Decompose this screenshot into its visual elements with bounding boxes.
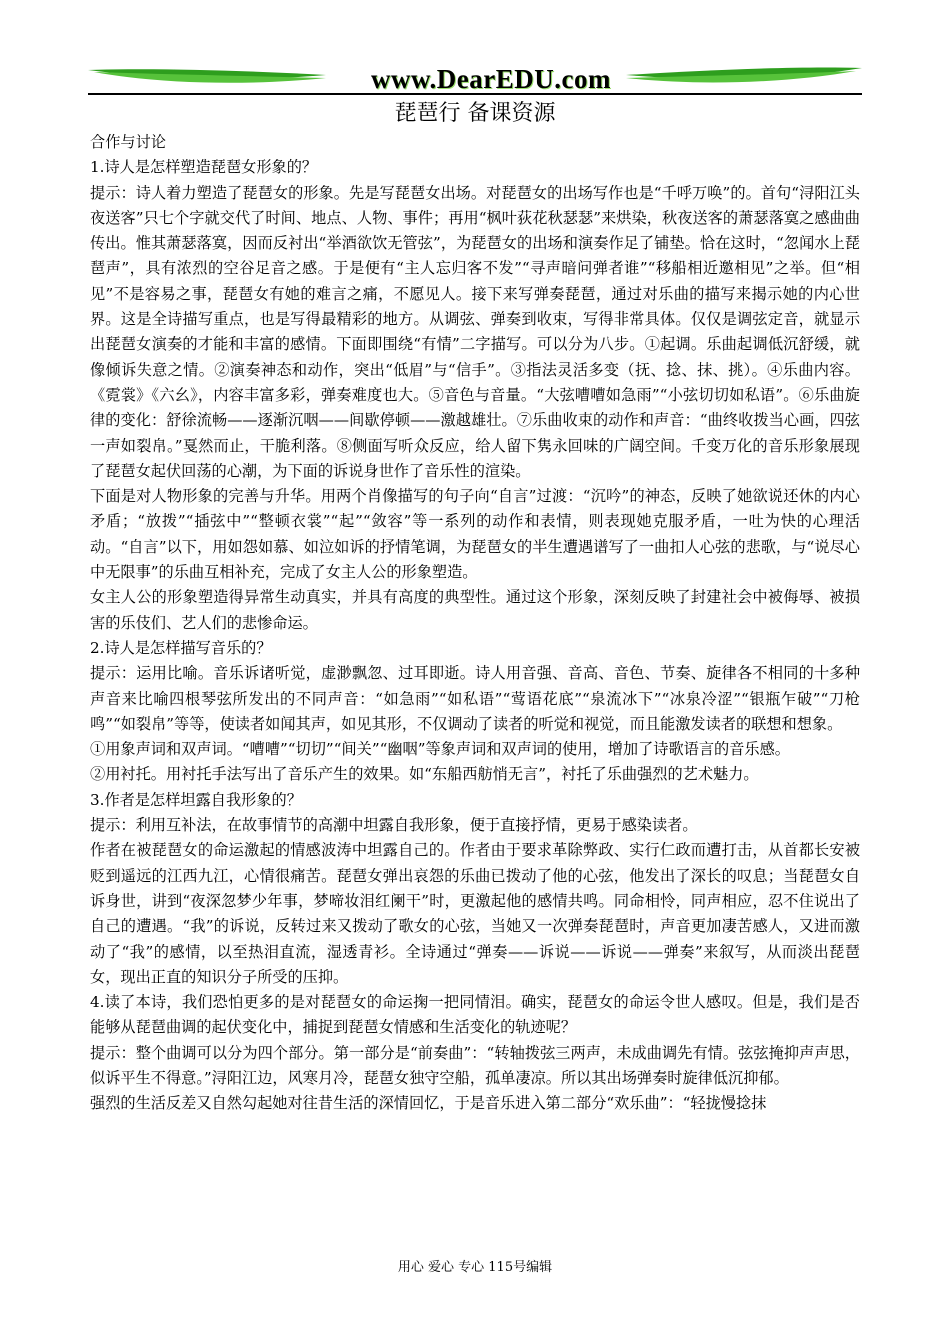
page-footer: 用心 爱心 专心 115号编辑 [397, 1260, 553, 1275]
document-body [90, 130, 860, 1117]
paragraph: 提示：运用比喻。音乐诉诸听觉，虚渺飘忽、过耳即逝。诗人用音强、音高、音色、节奏、旋律各不相同的十多种声音来比喻四根琴弦所发出的不同声音：“如急雨”“如私语”“莺语花底”“泉流冰下”“冰泉冷涩”“银瓶乍破”“刀枪鸣”“如裂帛”等等，使读者如闻其声，如见其形，不仅调动了读者的听觉和视觉，而且能激发读者的联想和想象。 [90, 664, 860, 733]
paragraph: ①用象声词和双声词。“嘈嘈”“切切”“间关”“幽咽”等象声词和双声词的使用，增加了诗歌语言的音乐感。 [90, 740, 790, 759]
paragraph: 女主人公的形象塑造得异常生动真实，并具有高度的典型性。通过这个形象，深刻反映了封建社会中被侮辱、被损害的乐伎们、艺人们的悲惨命运。 [90, 588, 860, 632]
question-4: 4.读了本诗，我们恐怕更多的是对琵琶女的命运掬一把同情泪。确实，琵琶女的命运令世人感叹。但是，我们是否能够从琵琶曲调的起伏变化中，捕捉到琵琶女情感和生活变化的轨迹呢？ [90, 993, 860, 1037]
paragraph: ②用衬托。用衬托手法写出了音乐产生的效果。如“东船西舫悄无言”，衬托了乐曲强烈的艺术魅力。 [90, 765, 759, 784]
paragraph: 作者在被琵琶女的命运激起的情感波涛中坦露自己的。作者由于要求革除弊政、实行仁政而遭打击，从首都长安被贬到遥远的江西九江，心情很痛苦。琵琶女弹出哀怨的乐曲已拨动了他的心弦，他发出了深长的叹息；当琵琶女自诉身世，讲到“夜深忽梦少年事，梦啼妆泪红阑干”时，更激起他的感情共鸣。同命相怜，同声相应，忍不住说出了自己的遭遇。“我”的诉说，反转过来又拨动了歌女的心弦，当她又一次弹奏琵琶时，声音更加凄苦感人，又进而激动了“我”的感情，以至热泪直流，湿透青衫。全诗通过“弹奏——诉说——诉说——弹奏”来叙写，从而淡出琵琶女，现出正直的知识分子所受的压抑。 [90, 841, 860, 986]
paragraph: 提示：整个曲调可以分为四个部分。第一部分是“前奏曲”：“转轴拨弦三两声，未成曲调先有情。弦弦掩抑声声思，似诉平生不得意。”浔阳江边，风寒月冷，琵琶女独守空船，孤单凄凉。所以其出场弹奏时旋律低沉抑郁。 [90, 1043, 860, 1087]
paragraph: 提示：诗人着力塑造了琵琶女的形象。先是写琵琶女出场。对琵琶女的出场写作也是“千呼万唤”的。首句“浔阳江头夜送客”只七个字就交代了时间、地点、人物、事件；再用“枫叶荻花秋瑟瑟”来烘染，秋夜送客的萧瑟落寞之感曲曲传出。惟其萧瑟落寞，因而反衬出“举酒欲饮无管弦”，为琵琶女的出场和演奏作足了铺垫。恰在这时，“忽闻水上琵琶声”，具有浓烈的空谷足音之感。于是便有“主人忘归客不发”“寻声暗问弹者谁”“移船相近邀相见”之举。但“相见”不是容易之事，琵琶女有她的难言之痛，不愿见人。接下来写弹奏琵琶，通过对乐曲的描写来揭示她的内心世界。这是全诗描写重点，也是写得最精彩的地方。从调弦、弹奏到收束，写得非常具体。仅仅是调弦定音，就显示出琵琶女演奏的才能和丰富的感情。下面即围绕“有情”二字描写。可以分为八步。①起调。乐曲起调低沉舒缓，就像倾诉失意之情。②演奏神态和动作，突出“低眉”与“信手”。③指法灵活多变（抚、捻、抹、挑）。④乐曲内容。《霓裳》《六幺》，内容丰富多彩，弹奏难度也大。⑤音色与音量。“大弦嘈嘈如急雨”“小弦切切如私语”。⑥乐曲旋律的变化：舒徐流畅——逐渐沉咽——间歇停顿——激越雄壮。⑦乐曲收束的动作和声音：“曲终收拨当心画，四弦一声如裂帛。”戛然而止，干脆利落。⑧侧面写听众反应，给人留下隽永回味的广阔空间。千变万化的音乐形象展现了琵琶女起伏回荡的心潮，为下面的诉说身世作了音乐性的渲染。 [90, 183, 860, 480]
question-2: 2.诗人是怎样描写音乐的？ [90, 638, 272, 657]
question-1: 1.诗人是怎样塑造琵琶女形象的？ [90, 158, 318, 177]
paragraph: 强烈的生活反差又自然勾起她对往昔生活的深情回忆，于是音乐进入第二部分“欢乐曲”：“轻拢慢捻抹 [90, 1094, 767, 1113]
paragraph: 下面是对人物形象的完善与升华。用两个肖像描写的句子向“自言”过渡：“沉吟”的神态，反映了她欲说还休的内心矛盾；“放拨”“插弦中”“整顿衣裳”“起”“敛容”等一系列的动作和表情，则表现她克服矛盾，一吐为快的心理活动。“自言”以下，用如怨如慕、如泣如诉的抒情笔调，为琵琶女的半生遭遇谱写了一曲扣人心弦的悲歌，与“说尽心中无限事”的乐曲互相补充，完成了女主人公的形象塑造。 [90, 487, 860, 582]
page-title: 琵琶行 备课资源 [394, 101, 556, 126]
question-3: 3.作者是怎样坦露自我形象的？ [90, 790, 302, 809]
site-header-banner [88, 62, 862, 98]
section-heading: 合作与讨论 [90, 133, 166, 151]
site-logo-text[interactable]: www.DearEDU.com [371, 64, 611, 94]
paragraph: 提示：利用互补法，在故事情节的高潮中坦露自我形象，便于直接抒情，更易于感染读者。 [90, 816, 698, 835]
